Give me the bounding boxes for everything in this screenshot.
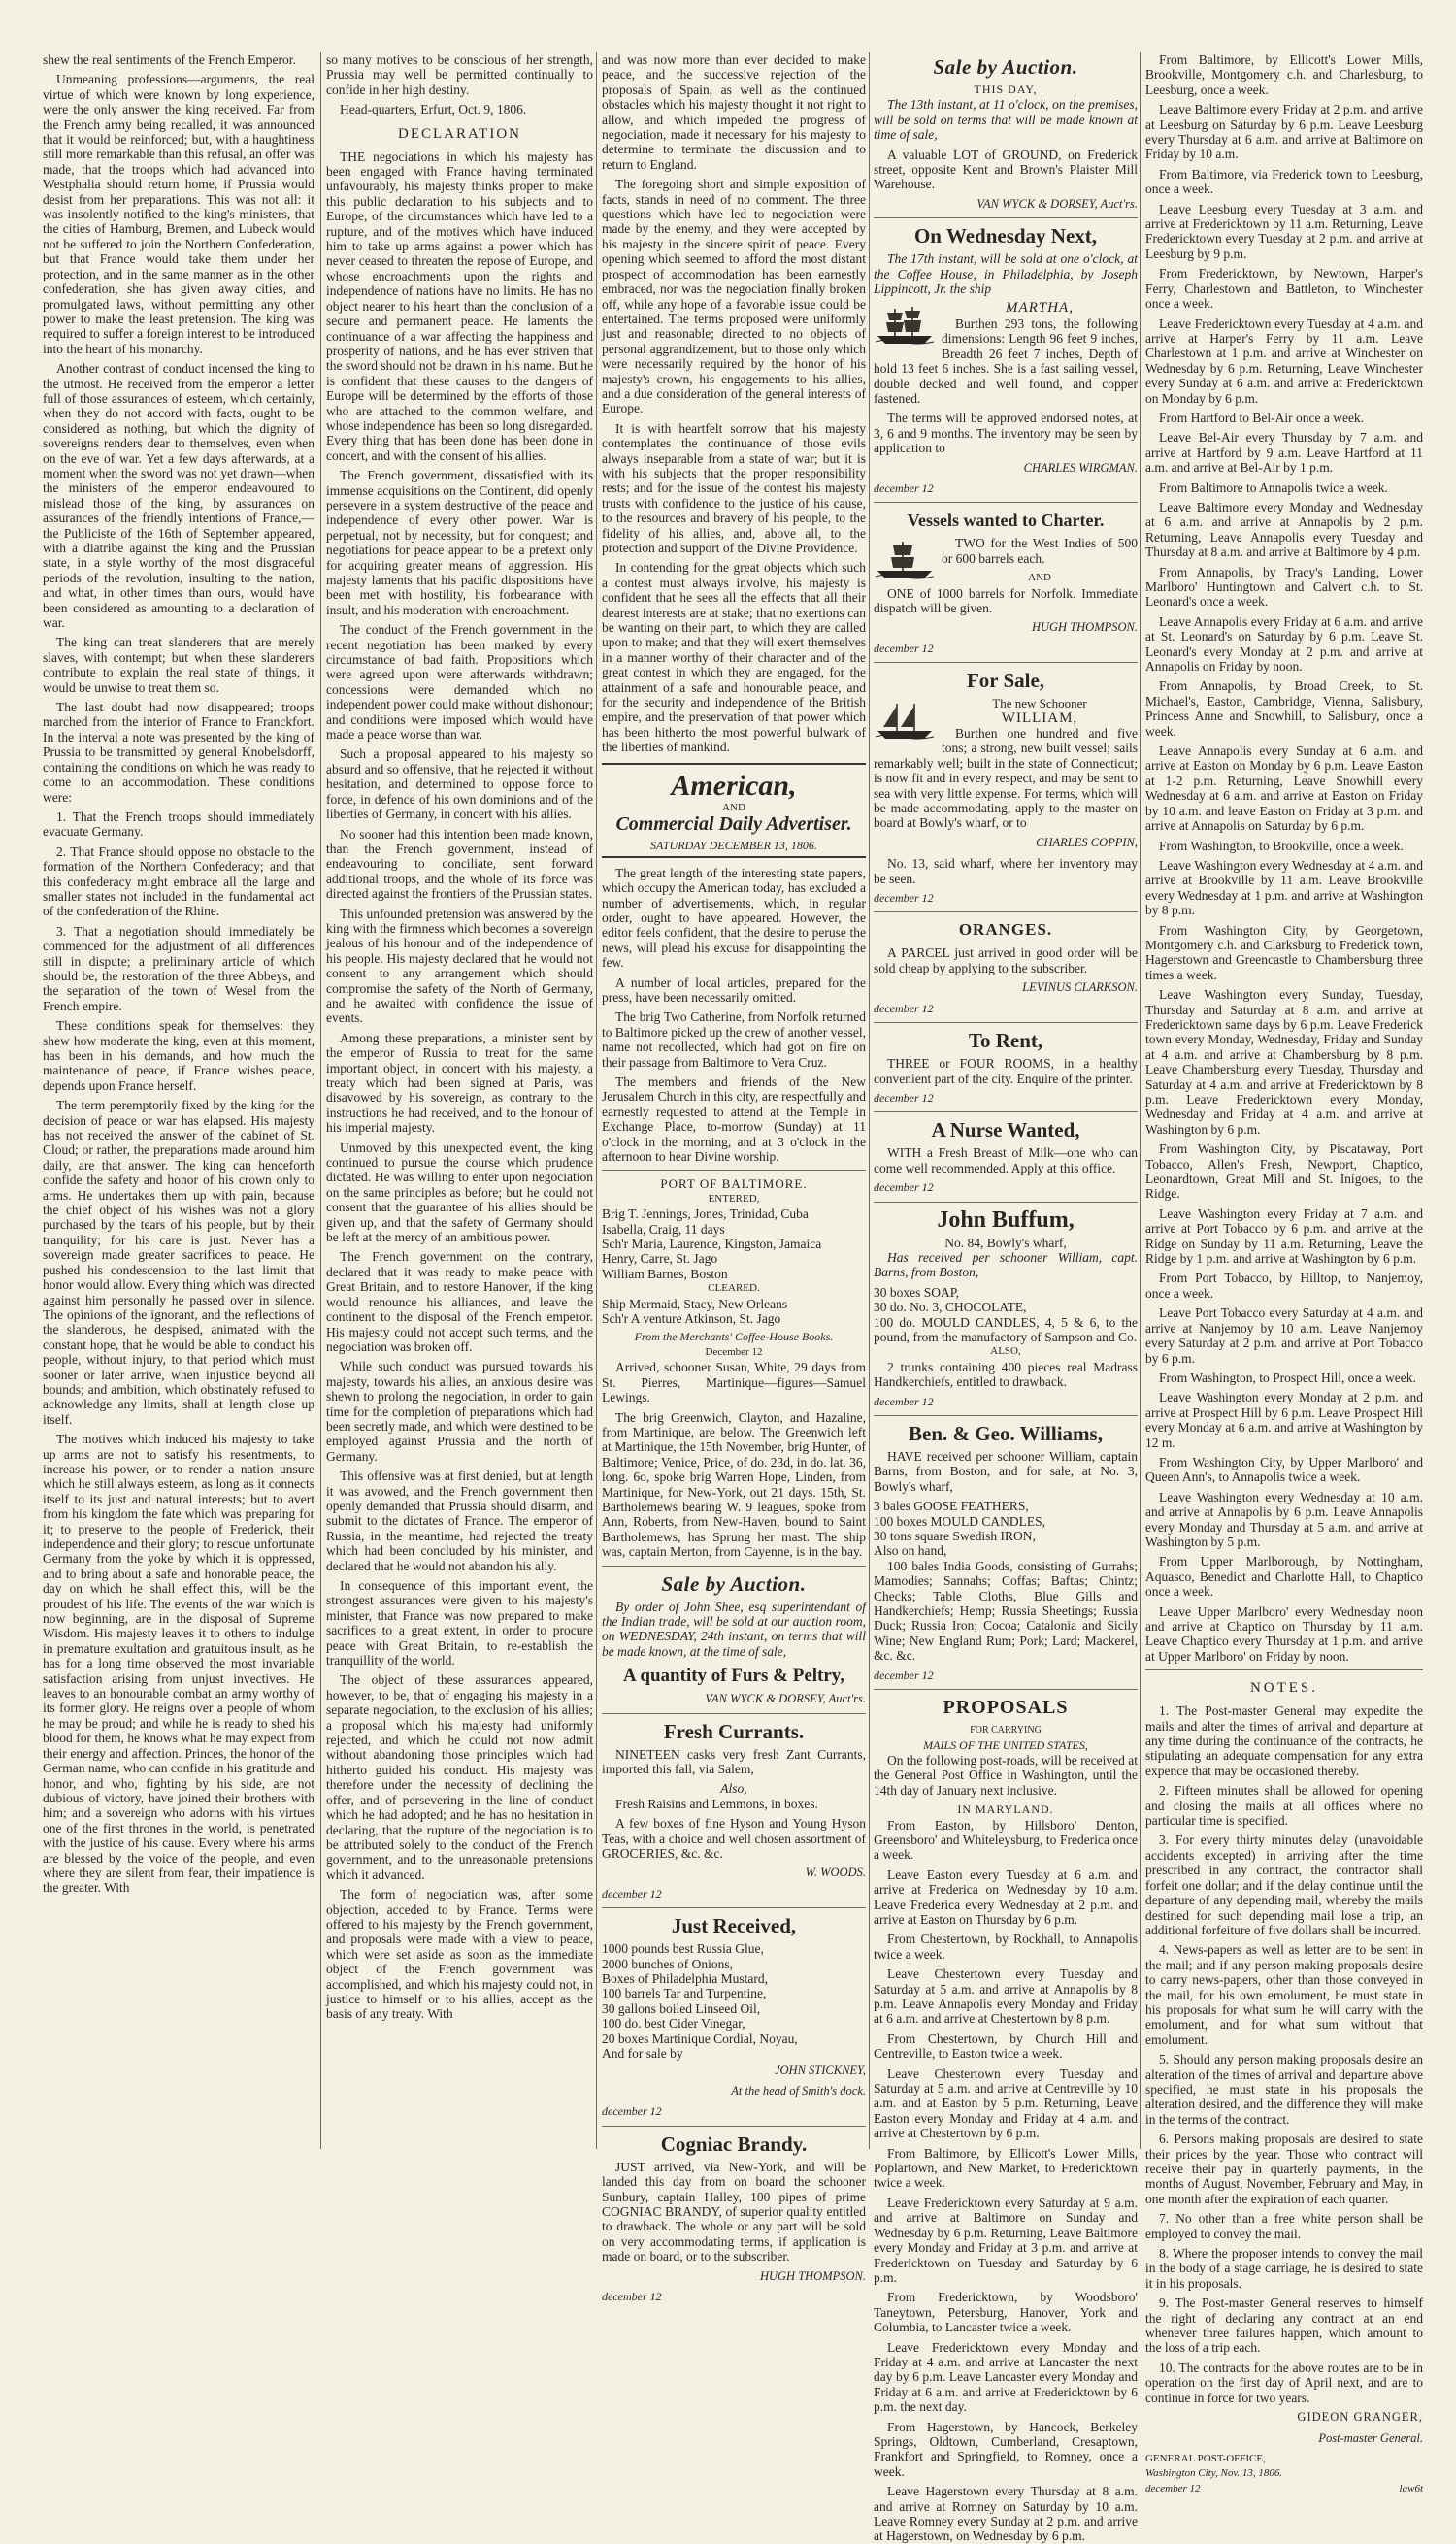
entry-line: Brig T. Jennings, Jones, Trinidad, Cuba [602,1206,809,1222]
divider [602,1170,866,1171]
this-day-label: THIS DAY, [974,83,1038,96]
list-item: 20 boxes Martinique Cordial, Noyau, [602,2031,798,2046]
port-heading: PORT OF BALTIMORE. [660,1176,808,1192]
divider [602,2126,866,2127]
also-label: Also, [720,1781,747,1797]
list-item: 100 boxes MOULD CANDLES, [874,1513,1045,1529]
entry-line: William Barnes, Boston [602,1266,728,1281]
route-paragraph: From Washington City, by Georgetown, Montgomery c.h. and Clarksburg to Frederick town, Hagerstown and Greencastle to Chambersburg three times a week. [1145,922,1423,982]
proposals-sub2: MAILS OF THE UNITED STATES, [923,1737,1088,1752]
ship-icon-graphic [874,698,936,741]
paragraph: JUST arrived, via New-York, and will be landed this day from on board the schooner Sunbury, captain Halley, 100 pipes of prime COGNIAC BRANDY, of superior quality entitled to drawback. The whole or any part will be sold on very accommodating terms, if application is made on board, or to the subscriber. [602,2159,866,2264]
ship-icon [874,303,936,346]
proposals-sub: FOR CARRYING [970,1725,1042,1736]
goods-list [874,1499,1138,1559]
paragraph: NINETEEN casks very fresh Zant Currants, imported this fall, via Salem, [602,1746,866,1776]
divider [874,911,1138,912]
nurse-heading: A Nurse Wanted, [931,1118,1080,1142]
books-date: December 12 [705,1345,763,1358]
route-paragraph: From Chestertown, by Church Hill and Centreville, to Easton twice a week. [874,2031,1138,2062]
divider [602,1907,866,1908]
proposals-heading: PROPOSALS [943,1697,1069,1719]
route-paragraph: From Washington, to Prospect Hill, once a week. [1159,1370,1416,1385]
route-paragraph: From Baltimore to Annapolis twice a week. [1159,479,1388,495]
auction-heading: Sale by Auction. [661,1571,807,1596]
route-paragraph: Leave Baltimore every Monday and Wednesday at 6 a.m. and arrive at Annapolis by 2 p.m. Returning, Leave Annapolis every Tuesday and Thursday at 8 a.m. and arrive at Baltimore by 4 p.m. [1145,499,1423,560]
entry-line: Sch'r Maria, Laurence, Kingston, Jamaica [602,1237,822,1252]
postmaster-title: Post-master General. [1318,2430,1423,2445]
column-rule [320,52,321,2149]
entry-line: Sch'r A venture Atkinson, St. Jago [602,1311,781,1327]
paragraph: In consequence of this important event, the strongest assurances were given to his majesty's minister, that France was now prepared to make sacrifices to a great extent, in order to procure peace with Great Britain, to re-establish the tranquillity of the world. [326,1578,593,1668]
paragraph: shew the real sentiments of the French Emperor. [43,52,296,67]
route-paragraph: Leave Washington every Monday at 2 p.m. and arrive at Prospect Hill by 6 p.m. Leave Prospect Hill every Monday at 6 a.m. and arrive at Washington by 12 m. [1145,1390,1423,1450]
entry-line: Ship Mermaid, Stacy, New Orleans [602,1296,788,1311]
state-heading: IN MARYLAND. [957,1802,1054,1817]
ship-icon [874,538,936,580]
paragraph: Fresh Raisins and Lemmons, in boxes. [615,1796,818,1811]
divider [874,502,1138,503]
signature: LEVINUS CLARKSON. [1022,980,1138,995]
paragraph: The brig Greenwich, Clayton, and Hazaline, from Martinique, are below. The Greenwich left at Martinique, the 15th November, brig Hunter, of Baltimore; Venice, Price, of do. 23d, in do. lat. 36, long. 6o, spoke brig Warren Hope, Linden, from Martinique, for New-York, out 21 days. 15th, St. Bartholemews bearing W. 9 leagues, spoke from Ann, Roberts, from New-Haven, bound to Saint Bartholemews, has Sprung her mast. The ship was, captain Merton, from Cayenne, is in the bay. [602,1409,866,1560]
route-paragraph: Leave Chestertown every Tuesday and Saturday at 5 a.m. and arrive at Annapolis by 8 p.m. Leave Annapolis every Monday and Friday at 6 a.m. and arrive at Chestertown by 8 p.m. [874,1966,1138,2027]
masthead-date: SATURDAY DECEMBER 13, 1806. [650,838,817,852]
list-item: Boxes of Philadelphia Mustard, [602,1971,768,1987]
paragraph: The terms will be approved endorsed notes, at 3, 6 and 9 months. The inventory may be seen by application to [874,411,1138,456]
list-item: 3 bales GOOSE FEATHERS, [874,1499,1029,1514]
oranges-heading: ORANGES. [958,920,1053,940]
paragraph: 3. That a negotiation should immediately be commenced for the adjustment of all differences still in dispute; a preliminary article of which should be, the restoration of the three Abbeys, and the separation of the town of Wesel from the French empire. [43,923,314,1013]
paragraph: Has received per schooner William, capt. Barns, from Boston, [874,1249,1138,1280]
paragraph: The 17th instant, will be sold at one o'clock, at the Coffee House, in Philadelphia, by Joseph Lippincott, Jr. the ship [874,251,1138,297]
route-paragraph: Leave Fredericktown every Monday and Friday at 4 a.m. and arrive at Lancaster the next day by 6 p.m. Leave Lancaster every Monday and Friday at 6 a.m. and arrive at Fredericktown by 6 p.m. the next day. [874,2339,1138,2415]
route-paragraph: From Hagerstown, by Hancock, Berkeley Springs, Oldtown, Cumberland, Cresaptown, Frankfort and Springfield, to Romney, once a week. [874,2419,1138,2479]
route-paragraph: Leave Fredericktown every Tuesday at 4 a.m. and arrive at Harper's Ferry by 11 a.m. Leave Charlestown at 1 p.m. and arrive at Winchester on Wednesday by 6 p.m. Returning, Leave Winchester every Sunday at 6 a.m. and arrive at Fredericktown on Monday by 6 p.m. [1145,315,1423,406]
note-paragraph: 9. The Post-master General reserves to himself the right of declaring any contract at an end whenever three failures happen, which amount to the loss of a trip each. [1145,2296,1423,2356]
route-paragraph: Leave Baltimore every Friday at 2 p.m. and arrive at Leesburg on Saturday by 6 p.m. Leave Leesburg every Thursday at 6 a.m. and arrive at Baltimore on Friday by 10 a.m. [1145,102,1423,162]
paragraph: A few boxes of fine Hyson and Young Hyson Teas, with a choice and well chosen assortment of GROCERIES, &c. &c. [602,1816,866,1862]
schooner-name: WILLIAM, [1001,710,1078,726]
column-rule [869,52,870,2149]
ad-date: december 12 [874,641,934,655]
list-item: 100 do. best Cider Vinegar, [602,2016,745,2032]
route-paragraph: From Port Tobacco, by Hilltop, to Nanjemoy, once a week. [1145,1271,1423,1301]
route-paragraph: Leave Leesburg every Tuesday at 3 a.m. and arrive at Fredericktown by 11 a.m. Returning, Leave Fredericktown every Tuesday at 2 p.m. and arrive at Leesburg by 9 p.m. [1145,201,1423,261]
divider [1145,1669,1423,1670]
currants-heading: Fresh Currants. [663,1719,805,1743]
route-paragraph: From Baltimore, by Ellicott's Lower Mills, Brookville, Montgomery c.h. and Charlesburg, to Leesburg, once a week. [1145,52,1423,97]
ad-date: december 12 [1145,2482,1201,2494]
route-paragraph: Leave Washington every Wednesday at 4 a.m. and arrive at Brookville by 11 a.m. Leave Brookville every Wednesday at 1 p.m. and arrive at Washington by 8 p.m. [1145,857,1423,918]
paragraph: No. 13, said wharf, where her inventory may be seen. [874,856,1138,886]
signature: CHARLES WIRGMAN. [1023,460,1138,475]
paragraph: HAVE received per schooner William, captain Barns, from Boston, and for sale, at No. 3, Bowly's wharf, [874,1449,1138,1494]
route-paragraph: Leave Easton every Tuesday at 6 a.m. and arrive at Frederica on Wednesday by 10 a.m. Leave Frederica every Wednesday at 2 p.m. and arrive at Easton on Thursday by 6 p.m. [874,1867,1138,1927]
final-line [1145,2482,1423,2496]
paragraph: TWO for the West Indies of 500 or 600 barrels each. [942,536,1138,566]
paragraph: These conditions speak for themselves: they shew how moderate the king, even at this moment, has been in his demands, and how much the maintenance of peace, if France wishes peace, depends upon France herself. [43,1018,314,1093]
paragraph: In contending for the great objects which such a contest must always involve, his majesty is confident that he sees all the effects that all their dearest interests are at stake; that no exertions can be wanting on their part, to which they are called upon to make; and that they will exert themselves in a manner worthy of their character and of the great contest in which they are engaged, for the attainment of a safe and honourable peace, and for the security and independence of the British empire, and the preservation of that power which has been hitherto the most powerful bulwark of the liberties of mankind. [602,560,866,755]
masthead-subtitle: Commercial Daily Advertiser. [615,812,852,835]
column-5 [1145,52,1423,2494]
signature: VAN WYCK & DORSEY, Auct'rs. [976,196,1138,211]
ad-date: december 12 [874,480,934,495]
ship-name: MARTHA, [1006,300,1074,316]
paragraph: 100 bales India Goods, consisting of Gurrahs; Mamodies; Sannahs; Coffas; Baftas; Chintz; Checks; Table Cloths, Blue Gills and Handkerchiefs; Hemp; Russia Sheetings; Russia Duck; Russia Iron; Cocoa; Catalonia and Sicily Wine; New England Rum; Pork; Lard; Mackerel, &c. &c. [874,1558,1138,1664]
list-item: 30 boxes SOAP, [874,1284,960,1300]
note-paragraph: 7. No other than a free white person shall be employed to convey the mail. [1145,2211,1423,2241]
signature: W. WOODS. [805,1866,866,1880]
books-heading: From the Merchants' Coffee-House Books. [634,1330,834,1344]
route-paragraph: From Baltimore, via Frederick town to Leesburg, once a week. [1145,166,1423,197]
dateline: Head-quarters, Erfurt, Oct. 9, 1806. [340,102,527,117]
route-paragraph: From Chestertown, by Rockhall, to Annapolis twice a week. [874,1932,1138,1962]
signature-line-2: At the head of Smith's dock. [731,2083,866,2098]
paragraph: The great length of the interesting state papers, which occupy the American today, has excluded a number of advertisements, which, in regular order, ought to have appeared. However, the editor feels confident, that the desire to peruse the news, will plead his excuse for disappointing the few. [602,865,866,971]
post-office-label: GENERAL POST-OFFICE, [1145,2452,1266,2464]
column-1 [43,52,314,2149]
paragraph: The French government, dissatisfied with its immense acquisitions on the Continent, did openly persevere in a system destructive of the peace and independence of every other power. War is perpetual, not by necessity, but for conquest; and negotiations for peace appear to be a pretext only for acquiring greater means of aggression. His majesty laments that his pacific dispositions have been met with hostility, his forbearance with insult, and his moderation with encroachment. [326,468,593,617]
paragraph: Burthen one hundred and five tons; a strong, new built vessel; sails remarkably well; built in the state of Connecticut; is now fit and in every respect, and may be sent to sea with very little expense. For terms, which will be made accommodating, apply to the master on board at Bowly's wharf, or to [874,726,1138,831]
paragraph: By order of John Shee, esq superintendant of the Indian trade, will be sold at our auction room, on WEDNESDAY, 24th instant, on terms that will be made known, at the time of sale, [602,1599,866,1659]
entry-line: Henry, Carre, St. Jago [602,1251,718,1267]
column-rule [596,52,597,2149]
column-rule [1140,52,1141,2149]
schooner-label: The new Schooner [992,696,1087,711]
paragraph: The conduct of the French government in the recent negotiation has been marked by every circumstance of bad faith. Propositions which were agreed upon were afterwards withdrawn; concessions were demanded which no independent power could make without dishonour; and conditions were imposed which would have made a peace worse than war. [326,622,593,743]
list-item: 30 do. No. 3, CHOCOLATE, [874,1300,1027,1315]
postmaster-signature: GIDEON GRANGER, [1297,2410,1423,2425]
post-office-date: Washington City, Nov. 13, 1806. [1145,2467,1283,2480]
note-paragraph: 3. For every thirty minutes delay (unavoidable accidents excepted) in arriving after the time prescribed in any contract, the contractor shall forfeit one dollar; and if the delay continue until the departure of any depending mail, whereby the mails destined for such depending mail lose a trip, an additional forfeiture of five dollars shall be incurred. [1145,1833,1423,1937]
divider [874,217,1138,218]
ad-date: december 12 [874,1668,934,1682]
route-paragraph: From Washington, to Brookville, once a week. [1159,838,1404,853]
divider [874,1111,1138,1112]
paragraph: The motives which induced his majesty to take up arms are not to satisfy his resentments, to increase his power, or to render a nation unsure which he still always esteem, as long as it connects itself to its just and natural interests; but to avert from his kingdom the fate which was preparing for it; to preserve to the people of Frederick, their independence and their glory; to rescue unfortunate Germany from the yoke by which it is oppressed, and to bring about a safe and honorable peace, the day on which he shall effect this, will be the proudest of his life. The events of the war which is now beginning, are in the disposal of Supreme Wisdom. His majesty leaves it to others to indulge in premature exultation and gratuitous insult, as he has for a long time observed the most invariable satisfaction arising from unjust invectives. He leaves to an honourable combat an army worthy of its former glory. He reigns over a people of whom he may be proud; and while he is ready to shed his blood for them, he knows what he may expect from their energy and affection. Princes, the honor of the German name, who can confide in his gratitude and honor, and who, fighting by his side, are not dubious of victory, have joined their brothers with him; and a sovereign who adorns with his virtues one of the first thrones in the world, is penetrated with the justice of his cause. Every where his arms are blessed by the voice of the people, and even where they are silent from fear, their impatience is the greater. With [43,1432,314,1896]
list-item: 100 do. MOULD CANDLES, 4, 5 & 6, to the pound, from the manufactory of Sampson and Co. [874,1314,1138,1344]
declaration-heading: DECLARATION [398,125,521,142]
route-paragraph: Leave Annapolis every Sunday at 6 a.m. and arrive at Easton on Monday by 6 p.m. Leave Easton at 1-2 p.m. Returning, Leave Snowhill every Wednesday at 6 a.m. and arrive at Easton on Friday by 10 a.m. and leave Easton on Friday at 3 p.m. and arrive at Annapolis on Saturday by 6 p.m. [1145,743,1423,834]
list-item: 100 barrels Tar and Turpentine, [602,1986,767,2001]
cleared-label: CLEARED. [708,1282,760,1295]
buffum-address: No. 84, Bowly's wharf, [944,1235,1067,1250]
paragraph: While such conduct was pursued towards his majesty, towards his allies, an anxious desire was shewn to prolong the negociation, in order to gain time for the completion of preparations which had been secretly made, and which were destined to be employed against Prussia and the north of Germany. [326,1359,593,1464]
vessels-heading: Vessels wanted to Charter. [907,511,1105,531]
signature: JOHN STICKNEY, [774,2063,866,2077]
route-paragraph: From Washington City, by Piscataway, Port Tobacco, Allen's Fresh, Newport, Chaptico, Leonardtown, Great Mill and St. Inigoes, to the Ridge. [1145,1141,1423,1202]
note-paragraph: 1. The Post-master General may expedite the mails and alter the times of arrival and departure at any time during the continuance of the contracts, he stipulating an adequate compensation for any extra expence that may be occasioned thereby. [1145,1703,1423,1778]
route-paragraph: From Fredericktown, by Newtown, Harper's Ferry, Charlestown and Battleton, to Winchester once a week. [1145,266,1423,312]
route-paragraph: From Annapolis, by Broad Creek, to St. Michael's, Easton, Cambridge, Vienna, Salisbury, Princess Anne and Snowhill, to Salisbury, once a week. [1145,678,1423,739]
just-received-heading: Just Received, [671,1914,797,1938]
route-paragraph: Leave Annapolis every Friday at 6 a.m. and arrive at St. Leonard's on Saturday by 6 p.m. Leave St. Leonard's every Monday at 2 p.m. and arrive at Annapolis on Friday by noon. [1145,613,1423,675]
ad-date: december 12 [602,2289,662,2303]
goods-list [602,1941,866,2061]
note-paragraph: 2. Fifteen minutes shall be allowed for opening and closing the mails at all offices where no particular time is specified. [1145,1783,1423,1829]
note-paragraph: 10. The contracts for the above routes are to be in operation on the first day of April next, and are to continue in force for two years. [1145,2360,1423,2405]
divider [602,1713,866,1714]
paragraph: A valuable LOT of GROUND, on Frederick street, opposite Kent and Brown's Plaister Mill Warehouse. [874,147,1138,192]
paragraph: 2 trunks containing 400 pieces real Madrass Handkerchiefs, entitled to drawback. [874,1359,1138,1390]
and-label: AND [1028,572,1051,584]
paragraph: The members and friends of the New Jerusalem Church in this city, are respectfully and earnestly requested to attend at the Temple in Exchange Place, to-morrow (Sunday) at 11 o'clock in the morning, and at 3 o'clock in the afternoon to hear Divine worship. [602,1074,866,1164]
signature: VAN WYCK & DORSEY, Auct'rs. [705,1692,866,1706]
notes-heading: NOTES. [1249,1680,1319,1697]
signature: HUGH THOMPSON. [1031,620,1138,635]
list-item: And for sale by [602,2046,683,2062]
route-paragraph: Leave Washington every Friday at 7 a.m. and arrive at Port Tobacco by 6 p.m. and arrive at the Ridge on Sunday by 11 a.m. Returning, Leave the Ridge by 1 p.m. and arrive at Washington by 6 p.m. [1145,1206,1423,1267]
paragraph: The last doubt had now disappeared; troops marched from the interior of France to Franckfort. In the interval a note was presented by the king of Prussia to be transmitted by general Knobelsdorff, containing the conditions on which he was ready to come to an accommodation. These conditions were: [43,700,314,805]
paragraph: The brig Two Catherine, from Norfolk returned to Baltimore picked up the crew of another vessel, name not recollected, which had got on fire on their passage from Baltimore to Vera Cruz. [602,1009,866,1070]
route-paragraph: From Annapolis, by Tracy's Landing, Lower Marlboro' Huntingtown and Calvert c.h. to St. Leonard's once a week. [1145,564,1423,610]
masthead-and: AND [722,801,745,813]
furs-headline: A quantity of Furs & Peltry, [623,1666,844,1687]
entered-label: ENTERED, [708,1192,760,1205]
signature: HUGH THOMPSON. [759,2268,866,2283]
for-sale-heading: For Sale, [966,669,1045,693]
route-paragraph: Leave Washington every Wednesday at 10 a.m. and arrive at Annapolis by 6 p.m. Leave Annapolis every Monday and Thursday at 5 a.m. and arrive at Washington by 5 p.m. [1145,1489,1423,1549]
note-paragraph: 4. News-papers as well as letter are to be sent in the mail; and if any person making proposals desire to carry news-papers, other than those conveyed in the mail, for his own emolument, he must state in his proposals for what sum he will carry with the emolument, and for what sum without that emolument. [1145,1942,1423,2047]
paragraph: Unmeaning professions—arguments, the real virtue of which were known by long experience, were the only answer the king received. Far from the French army being recalled, it was announced that it would be reinforced; but, with a haughtiness still more remarkable than this refusal, an offer was made, that the troops which had advanced into Westphalia should return home, if Prussia would desist from her preparations. This was not all: it was insolently notified to the king's ministers, that the cities of Hamburg, Bremen, and Lubeck would not be suffered to join the Northern Confederation, but that France would take them under her protection, and in the same manner as in the other confederation, she has given away cities, and promulgated laws, without permitting any other power to make the least pretension. The king was required to suffer a foreign interest to be introduced into the heart of his monarchy. [43,72,314,356]
ship-icon-graphic [874,303,936,346]
masthead [602,763,866,858]
paragraph: Arrived, schooner Susan, White, 29 days from St. Pierres, Martinique—figures—Samuel Lewings. [602,1360,866,1405]
masthead-title: American, [671,769,797,802]
paragraph: The object of these assurances appeared, however, to be, that of engaging his majesty in a separate negociation, to the exclusion of his allies; a proposal which his majesty had uniformly rejected, and which he could not now admit without abandoning those principles which had hitherto guided his conduct. His majesty was therefore under the necessity of declining the offer, and of persevering in the line of conduct which he had adopted; and he has no hesitation in declaring, that the rupture of the negociation is to be attributed solely to the conduct of the French government, and to the unreasonable pretensions which it advanced. [326,1672,593,1882]
paragraph: This offensive was at first denied, but at length it was avowed, and the French government then openly demanded that Prussia should disarm, and submit to the dictates of France. The emperor of Russia, in the meantime, had rejected the treaty which had been concluded by his minister, and declared that he would not abandon his ally. [326,1469,593,1573]
run-code: law6t [1399,2482,1423,2494]
divider [874,1202,1138,1203]
route-paragraph: Leave Upper Marlboro' every Wednesday noon and arrive at Chaptico on Thursday by 11 a.m. Leave Chaptico every Thursday at 1 p.m. and arrive at Upper Marlboro' on Friday by noon. [1145,1603,1423,1664]
paragraph: Such a proposal appeared to his majesty so absurd and so offensive, that he rejected it without hesitation, and determined to oppose force to force, in defence of his own dominions and of the liberties of Germany, in concert with his allies. [326,746,593,822]
route-paragraph: From Upper Marlborough, by Nottingham, Aquasco, Benedict and Charlotte Hall, to Chaptico once a week. [1145,1554,1423,1600]
ship-icon [874,698,936,741]
ad-date: december 12 [874,1394,934,1408]
list-item: Also on hand, [874,1543,947,1559]
list-item: 30 gallons boiled Linseed Oil, [602,2000,761,2016]
paragraph: This unfounded pretension was answered by the king with the firmness which becomes a sovereign jealous of his honour and of the independence of his people. His majesty declared that he would not consent to any arrangement which should compromise the safety of the North of Germany, and he awaited with confidence the issue of events. [326,906,593,1026]
divider [874,1022,1138,1023]
auction-heading: Sale by Auction. [933,55,1078,79]
paragraph: THREE or FOUR ROOMS, in a healthy convenient part of the city. Enquire of the printer. [874,1056,1138,1086]
signature: CHARLES COPPIN, [1036,835,1138,849]
paragraph: The king can treat slanderers that are merely slaves, with contempt; but when these slanderers contribute to explain the real state of things, it would be unwise to treat them so. [43,635,314,695]
goods-list [874,1285,1138,1345]
list-item: 30 tons square Swedish IRON, [874,1529,1036,1544]
route-paragraph: Leave Fredericktown every Saturday at 9 a.m. and arrive at Baltimore on Sunday and Wednesday by 6 p.m. Returning, Leave Baltimore every Monday and Friday at 3 p.m. and arrive at Fredericktown on Tuesday and Saturday by 6 p.m. [874,2195,1138,2285]
buffum-heading: John Buffum, [937,1206,1075,1233]
paragraph: It is with heartfelt sorrow that his majesty contemplates the continuance of those evils always inseparable from a state of war; but it is with his subjects that the proper responsibility rests; and for the issue of the contest his majesty trusts with confidence to the justice of his cause, to the resources and bravery of his people, to the fidelity of his allies, and, above all, to the protection and support of the Divine Providence. [602,420,866,555]
route-paragraph: From Hartford to Bel-Air once a week. [1159,410,1365,425]
paragraph: The form of negociation was, after some objection, acceded to by France. Terms were offered to his majesty by the French government, and proposals were made with a view to peace, which were set aside as soon as the immediate object of the French government was accomplished, and which his majesty could not, in justice to himself or to his allies, accept as the basis of any treaty. With [326,1887,593,2022]
ship-icon-graphic [874,538,936,580]
route-paragraph: From Washington City, by Upper Marlboro' and Queen Ann's, to Annapolis twice a week. [1145,1454,1423,1485]
note-paragraph: 6. Persons making proposals are desired to state their prices by the year. Those who contract will receive their pay in quarterly payments, in the months of August, November, February and May, in one month after the expiration of each quarter. [1145,2131,1423,2206]
ad-date: december 12 [874,1001,934,1015]
paragraph: 2. That France should oppose no obstacle to the formation of the Northern Confederacy; and that this confederacy might embrace all the large and smaller states not included in the fundamental act of the confederation of the Rhine. [43,843,314,919]
route-paragraph: From Baltimore, by Ellicott's Lower Mills, Poplartown, and New Market, to Fredericktown twice a week. [874,2145,1138,2191]
column-4 [874,52,1138,2544]
wednesday-heading: On Wednesday Next, [913,224,1098,248]
list-item: 2000 bunches of Onions, [602,1956,733,1971]
note-paragraph: 8. Where the proposer intends to convey the mail in the body of a stage carriage, he is desired to state it in his proposals. [1145,2246,1423,2291]
entry-line: Isabella, Craig, 11 days [602,1221,725,1237]
route-paragraph: Leave Port Tobacco every Saturday at 4 a.m. and arrive at Nanjemoy by 10 a.m. Leave Nanjemoy every Saturday at 2 p.m. and arrive at Port Tobacco by 6 p.m. [1145,1305,1423,1366]
paragraph: A PARCEL just arrived in good order will be sold cheap by applying to the subscriber. [874,945,1138,975]
ad-date: december 12 [602,1886,662,1900]
ad-date: december 12 [874,1090,934,1105]
route-paragraph: From Easton, by Hillsboro' Denton, Greensboro' and Whiteleysburg, to Frederica once a week. [874,1817,1138,1863]
column-3 [602,52,866,2303]
route-paragraph: From Fredericktown, by Woodsboro' Taneytown, Petersburg, Hanover, York and Columbia, to Lancaster twice a week. [874,2290,1138,2335]
divider [874,1415,1138,1416]
divider [874,662,1138,663]
ad-date: december 12 [602,2104,662,2119]
route-paragraph: Leave Hagerstown every Thursday at 8 a.m. and arrive at Romney on Saturday by 10 a.m. Leave Romney every Sunday at 2 p.m. and arrive at Hagerstown, on Wednesday by 6 p.m. [874,2484,1138,2544]
route-paragraph: Leave Chestertown every Tuesday and Saturday at 5 a.m. and arrive at Centreville by 10 a.m. and at Easton by 5 p.m. Returning, Leave Easton every Monday and Friday at 4 a.m. and arrive at Chestertown by 6 p.m. [874,2065,1138,2141]
paragraph: The 13th instant, at 11 o'clock, on the premises, will be sold on terms that will be made known at time of sale, [874,97,1138,143]
paragraph: THE negociations in which his majesty has been engaged with France having terminated unfavourably, his majesty thinks proper to make this public declaration to his subjects and to Europe, of the circumstances which have led to a rupture, and of the motives which have induced him to take up arms against a power which has never ceased to threaten the repose of Europe, and whose encroachments upon the rights and independence of nations have no limits. He has no object nearer to his heart than the conclusion of a secure and permanent peace. He laments the continuance of a war affecting the happiness and prosperity of nations, and he has ever striven that the sword should not be drawn in his name. But he is confident that these causes to the dangers of Europe will be determined by the efforts of those who are attached to the common welfare, and whose independence has been so long disregarded. Every thing that has been done has been done in concert, and with the consent of his allies. [326,149,593,463]
column-2 [326,52,593,2149]
paragraph: WITH a Fresh Breast of Milk—one who can come well recommended. Apply at this office. [874,1145,1138,1175]
route-paragraph: Leave Washington every Sunday, Tuesday, Thursday and Saturday at 8 a.m. and arrive at Fredericktown same days by 6 p.m. Leave Frederick town every Monday, Wednesday, Friday and Sunday at 4 a.m. and arrive at Chambersburg by 8 p.m. Leave Chambersburg every Tuesday, Thursday and Saturday at 4 a.m. and arrive at Fredericktown by 8 p.m. Leave Fredericktown every Monday, Wednesday and Friday at 4 a.m. and arrive at Washington by 6 p.m. [1145,987,1423,1137]
paragraph: 1. That the French troops should immediately evacuate Germany. [43,809,314,840]
brandy-heading: Cogniac Brandy. [660,2131,808,2156]
paragraph: so many motives to be conscious of her strength, Prussia may well be permitted continually to confide in her high destiny. [326,52,593,97]
ad-date: december 12 [874,1180,934,1195]
paragraph: Another contrast of conduct incensed the king to the utmost. He received from the emperor a letter full of those assurances of esteem, which certainly, when they do not accord with facts, ought to be considered as nothing, but which the dignity of sovereigns renders dear to themselves, even when on the eve of war. Yet a few days afterwards, at a moment when the sword was not yet drawn—when the ministers of the emperor endeavoured to mislead those of the king, by assurances on assurances of the friendly intentions of France,—the Publiciste of the 16th of September appeared, with a diatribe against the king and the Prussian state, in a style worthy of the most disgraceful periods of the revolution, insulting to the nation, and what, in other times than ours, would have been considered as amounting to a declaration of war. [43,361,314,631]
paragraph: No sooner had this intention been made known, than the French government, instead of endeavouring to conciliate, sent forward additional troops, and the whole of its force was directed against the frontiers of the Prussian states. [326,826,593,902]
paragraph: A number of local articles, prepared for the press, have been necessarily omitted. [602,975,866,1005]
route-paragraph: Leave Bel-Air every Thursday by 7 a.m. and arrive at Hartford by 9 a.m. Leave Hartford at 11 a.m. and arrive at Bel-Air by 1 p.m. [1145,430,1423,476]
paragraph: The French government on the contrary, declared that it was ready to make peace with Great Britain, and to restore Hanover, if the king would renounce his alliances, and leave the continent to the disposal of the French emperor. His majesty could not accept such terms, and the negociation was broken off. [326,1249,593,1354]
williams-heading: Ben. & Geo. Williams, [909,1422,1103,1445]
list-item: 1000 pounds best Russia Glue, [602,1941,764,1957]
also-label: ALSO, [990,1345,1021,1358]
paragraph: The term peremptorily fixed by the king for the decision of peace or war has elapsed. His majesty has not received the answer of the cabinet of St. Cloud; or rather, the preparations made around him daily, are that answer. The king can henceforth confide the safety and honor of his crown only to arms. He undertakes them up with pain, because the chief object of his wishes was not a glory purchased by the tears of his people, but by their tranquility; for his care is just. Never has a sovereign made greater sacrifices to peace. He pushed his condescension to the last limit that honor would allow. Every thing which was directed against him personally he passed over in silence. The opinions of the ignorant, and the reflections of the slanderous, he despised, animated with the constant hope, that he would be able to conduct his people, without injury, to that period which must sooner or later arrive, when injustice beyond all bounds; and ambition, which obstinately refused to acknowledge any limits, shall at length close up itself. [43,1098,314,1427]
ad-date: december 12 [874,891,934,906]
paragraph: Unmoved by this unexpected event, the king continued to pursue the course which prudence dictated. He was willing to enter upon negociation on the same principles as before; but he could not consent that the guarantee of his allies should be given up, and that the safety of Germany should be left at the mercy of an ambitious power. [326,1140,593,1245]
divider [602,1566,866,1567]
paragraph: Burthen 293 tons, the following dimensions: Length 96 feet 9 inches, Breadth 26 feet 7 inches, Depth of hold 13 feet 6 inches. She is a fast sailing vessel, double decked and well found, and copper fastened. [874,315,1138,406]
rent-heading: To Rent, [968,1029,1043,1053]
paragraph: ONE of 1000 barrels for Norfolk. Immediate dispatch will be given. [874,585,1138,615]
paragraph: On the following post-roads, will be received at the General Post Office in Washington, until the 14th day of January next inclusive. [874,1752,1138,1798]
paragraph: The foregoing short and simple exposition of facts, stands in need of no comment. The three questions which have led to negociation were made by the enemy, and they were accepted by his majesty in the sincere spirit of peace. Every opening which seemed to afford the most distant prospect of accommodation has been earnestly embraced, nor was the negociation finally broken off, while any hope of a favorable issue could be entertained. The terms proposed were uniformly just and reasonable; directed to no objects of personal aggrandizement, but to those only which were necessarily required by the honor of his majesty's crown, his engagements to his allies, and a due consideration of the general interests of Europe. [602,177,866,416]
divider [874,1689,1138,1690]
paragraph: Among these preparations, a minister sent by the emperor of Russia to treat for the same important object, in concert with his majesty, a treaty which had been signed at Paris, was disavowed by his sovereign, as contrary to the instructions he had received, and to the honour of his imperial majesty. [326,1030,593,1136]
paragraph: and was now more than ever decided to make peace, and the successive rejection of the proposals of Spain, as well as the continued obstacles which his majesty thought it not right to allow, and which impeded the progress of negociation, made it necessary for his majesty to determine to terminate the discussion and to return to England. [602,52,866,172]
note-paragraph: 5. Should any person making proposals desire an alteration of the times of arrival and departure above specified, he must state in his proposals the alteration desired, and the difference they will make in the terms of the contract. [1145,2052,1423,2127]
